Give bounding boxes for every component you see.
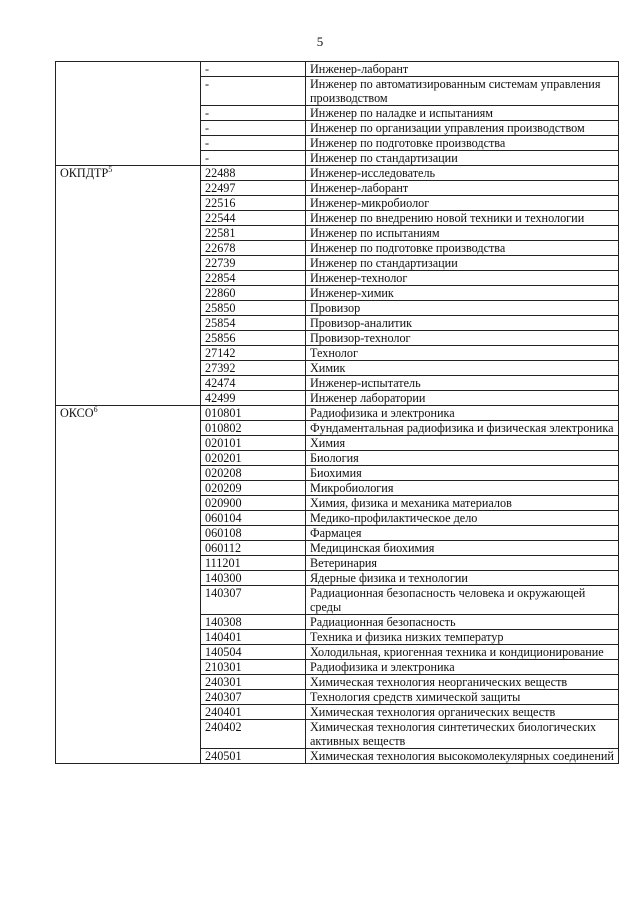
name-cell: Микробиология	[306, 481, 619, 496]
code-cell: 210301	[201, 660, 306, 675]
table-row	[56, 166, 619, 181]
code-cell: 25850	[201, 301, 306, 316]
code-cell: 240307	[201, 690, 306, 705]
code-cell: 140401	[201, 630, 306, 645]
code-cell: 240501	[201, 749, 306, 764]
name-cell: Инженер по внедрению новой техники и технологии	[306, 211, 619, 226]
name-cell: Радиационная безопасность	[306, 615, 619, 630]
code-cell: 25856	[201, 331, 306, 346]
name-cell: Инженер-лаборант	[306, 181, 619, 196]
footnote-marker: 5	[108, 165, 113, 174]
code-cell: 020208	[201, 466, 306, 481]
name-cell: Инженер по наладке и испытаниям	[306, 106, 619, 121]
code-cell: 25854	[201, 316, 306, 331]
code-cell: 22678	[201, 241, 306, 256]
code-cell: -	[201, 151, 306, 166]
code-cell: 240301	[201, 675, 306, 690]
table-row	[56, 62, 619, 77]
name-cell: Инженер по испытаниям	[306, 226, 619, 241]
code-cell: -	[201, 106, 306, 121]
code-cell: 140307	[201, 586, 306, 615]
name-cell: Химическая технология органических веществ	[306, 705, 619, 720]
footnote-marker: 6	[93, 405, 98, 414]
classifier-table	[55, 61, 619, 764]
code-cell: 020101	[201, 436, 306, 451]
classifier-name-cell	[56, 166, 201, 406]
name-cell: Инженер-химик	[306, 286, 619, 301]
name-cell: Химическая технология высокомолекулярных соединений	[306, 749, 619, 764]
code-cell: 010802	[201, 421, 306, 436]
page-number: 5	[316, 34, 324, 49]
name-cell: Химия	[306, 436, 619, 451]
name-cell: Фундаментальная радиофизика и физическая электроника	[306, 421, 619, 436]
name-cell: Химическая технология неорганических веществ	[306, 675, 619, 690]
classifier-name-cell	[56, 62, 201, 166]
name-cell: Инженер по стандартизации	[306, 256, 619, 271]
code-cell: 020201	[201, 451, 306, 466]
code-cell: -	[201, 77, 306, 106]
classifier-table-body	[56, 62, 619, 764]
name-cell: Провизор	[306, 301, 619, 316]
name-cell: Техника и физика низких температур	[306, 630, 619, 645]
name-cell: Инженер по подготовке производства	[306, 241, 619, 256]
code-cell: 22516	[201, 196, 306, 211]
code-cell: -	[201, 62, 306, 77]
code-cell: 22544	[201, 211, 306, 226]
name-cell: Технология средств химической защиты	[306, 690, 619, 705]
code-cell: 22854	[201, 271, 306, 286]
name-cell: Холодильная, криогенная техника и кондиционирование	[306, 645, 619, 660]
name-cell: Инженер по автоматизированным системам управления производством	[306, 77, 619, 106]
code-cell: -	[201, 136, 306, 151]
name-cell: Биология	[306, 451, 619, 466]
code-cell: 27392	[201, 361, 306, 376]
code-cell: 140300	[201, 571, 306, 586]
code-cell: 020900	[201, 496, 306, 511]
name-cell: Ядерные физика и технологии	[306, 571, 619, 586]
code-cell: 010801	[201, 406, 306, 421]
code-cell: 42499	[201, 391, 306, 406]
name-cell: Радиационная безопасность человека и окружающей среды	[306, 586, 619, 615]
classifier-name: ОКСО	[60, 406, 94, 420]
code-cell: -	[201, 121, 306, 136]
name-cell: Инженер по подготовке производства	[306, 136, 619, 151]
name-cell: Фармацея	[306, 526, 619, 541]
name-cell: Инженер лаборатории	[306, 391, 619, 406]
classifier-name-cell	[56, 406, 201, 764]
code-cell: 42474	[201, 376, 306, 391]
name-cell: Медико-профилактическое дело	[306, 511, 619, 526]
name-cell: Химик	[306, 361, 619, 376]
name-cell: Инженер по стандартизации	[306, 151, 619, 166]
code-cell: 22860	[201, 286, 306, 301]
code-cell: 22488	[201, 166, 306, 181]
name-cell: Ветеринария	[306, 556, 619, 571]
name-cell: Инженер-микробиолог	[306, 196, 619, 211]
name-cell: Инженер-технолог	[306, 271, 619, 286]
code-cell: 020209	[201, 481, 306, 496]
name-cell: Инженер-исследователь	[306, 166, 619, 181]
code-cell: 240402	[201, 720, 306, 749]
code-cell: 111201	[201, 556, 306, 571]
code-cell: 240401	[201, 705, 306, 720]
name-cell: Провизор-аналитик	[306, 316, 619, 331]
name-cell: Радиофизика и электроника	[306, 660, 619, 675]
code-cell: 22739	[201, 256, 306, 271]
name-cell: Провизор-технолог	[306, 331, 619, 346]
code-cell: 060108	[201, 526, 306, 541]
table-row	[56, 406, 619, 421]
name-cell: Инженер-испытатель	[306, 376, 619, 391]
code-cell: 27142	[201, 346, 306, 361]
name-cell: Инженер-лаборант	[306, 62, 619, 77]
name-cell: Радиофизика и электроника	[306, 406, 619, 421]
code-cell: 060104	[201, 511, 306, 526]
name-cell: Химия, физика и механика материалов	[306, 496, 619, 511]
name-cell: Медицинская биохимия	[306, 541, 619, 556]
name-cell: Химическая технология синтетических биологических активных веществ	[306, 720, 619, 749]
name-cell: Технолог	[306, 346, 619, 361]
name-cell: Инженер по организации управления производством	[306, 121, 619, 136]
classifier-name: ОКПДТР	[60, 166, 109, 180]
name-cell: Биохимия	[306, 466, 619, 481]
code-cell: 140308	[201, 615, 306, 630]
code-cell: 060112	[201, 541, 306, 556]
code-cell: 22581	[201, 226, 306, 241]
code-cell: 22497	[201, 181, 306, 196]
code-cell: 140504	[201, 645, 306, 660]
